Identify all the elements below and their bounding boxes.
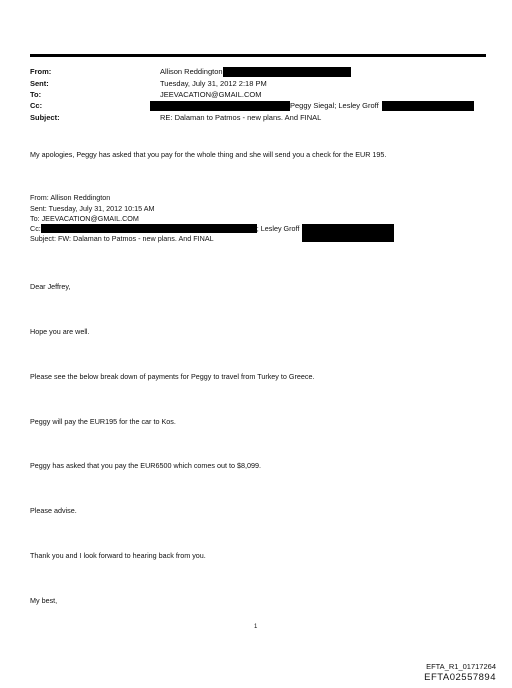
greeting: Dear Jeffrey,: [30, 282, 71, 291]
redaction-box: [150, 101, 290, 111]
bates-number-small: EFTA_R1_01717264: [426, 662, 496, 671]
closing: My best,: [30, 596, 58, 605]
header-sent-row: [30, 79, 490, 89]
body-paragraph: Peggy has asked that you pay the EUR6500 which comes out to $8,099.: [30, 461, 261, 470]
redaction-box: [41, 224, 257, 233]
header-subject-row: [30, 113, 490, 123]
cc-names: Peggy Siegal; Lesley Groff: [290, 101, 379, 110]
redaction-box: [382, 101, 474, 111]
to-label: To:: [30, 90, 42, 99]
body-paragraph: Please see the below break down of payments for Peggy to travel from Turkey to Greece.: [30, 372, 315, 381]
fwd-cc-names: ; Lesley Groff: [256, 224, 300, 233]
cc-value: [150, 101, 474, 111]
fwd-sent-line: Sent: Tuesday, July 31, 2012 10:15 AM: [30, 204, 155, 213]
header-cc-row: [30, 101, 490, 111]
body-paragraph: Peggy will pay the EUR195 for the car to Kos.: [30, 417, 176, 426]
header-to-row: [30, 90, 490, 100]
from-label: From:: [30, 67, 52, 76]
header-from-row: [30, 67, 490, 77]
cc-label: Cc:: [30, 101, 43, 110]
header-rule: [30, 54, 486, 57]
body-paragraph: Hope you are well.: [30, 327, 90, 336]
fwd-to-line: To: JEEVACATION@GMAIL.COM: [30, 214, 139, 223]
fwd-cc-prefix: Cc:: [30, 224, 41, 233]
redaction-box: [302, 224, 394, 242]
sent-value: Tuesday, July 31, 2012 2:18 PM: [160, 79, 267, 88]
from-value: [160, 67, 351, 77]
subject-value: RE: Dalaman to Patmos - new plans. And FINAL: [160, 113, 322, 122]
to-value: JEEVACATION@GMAIL.COM: [160, 90, 262, 99]
bates-number-large: EFTA02557894: [424, 672, 496, 683]
from-name: Allison Reddington: [160, 67, 223, 76]
fwd-from-line: From: Allison Reddington: [30, 193, 111, 202]
body-paragraph: Thank you and I look forward to hearing back from you.: [30, 551, 206, 560]
reply-text: My apologies, Peggy has asked that you pay for the whole thing and she will send you a check for the EUR 195.: [30, 150, 387, 159]
redaction-box: [223, 67, 351, 77]
fwd-subject-line: Subject: FW: Dalaman to Patmos - new plans. And FINAL: [30, 234, 214, 243]
subject-label: Subject:: [30, 113, 60, 122]
body-paragraph: Please advise.: [30, 506, 77, 515]
page-number: 1: [254, 624, 258, 630]
sent-label: Sent:: [30, 79, 49, 88]
